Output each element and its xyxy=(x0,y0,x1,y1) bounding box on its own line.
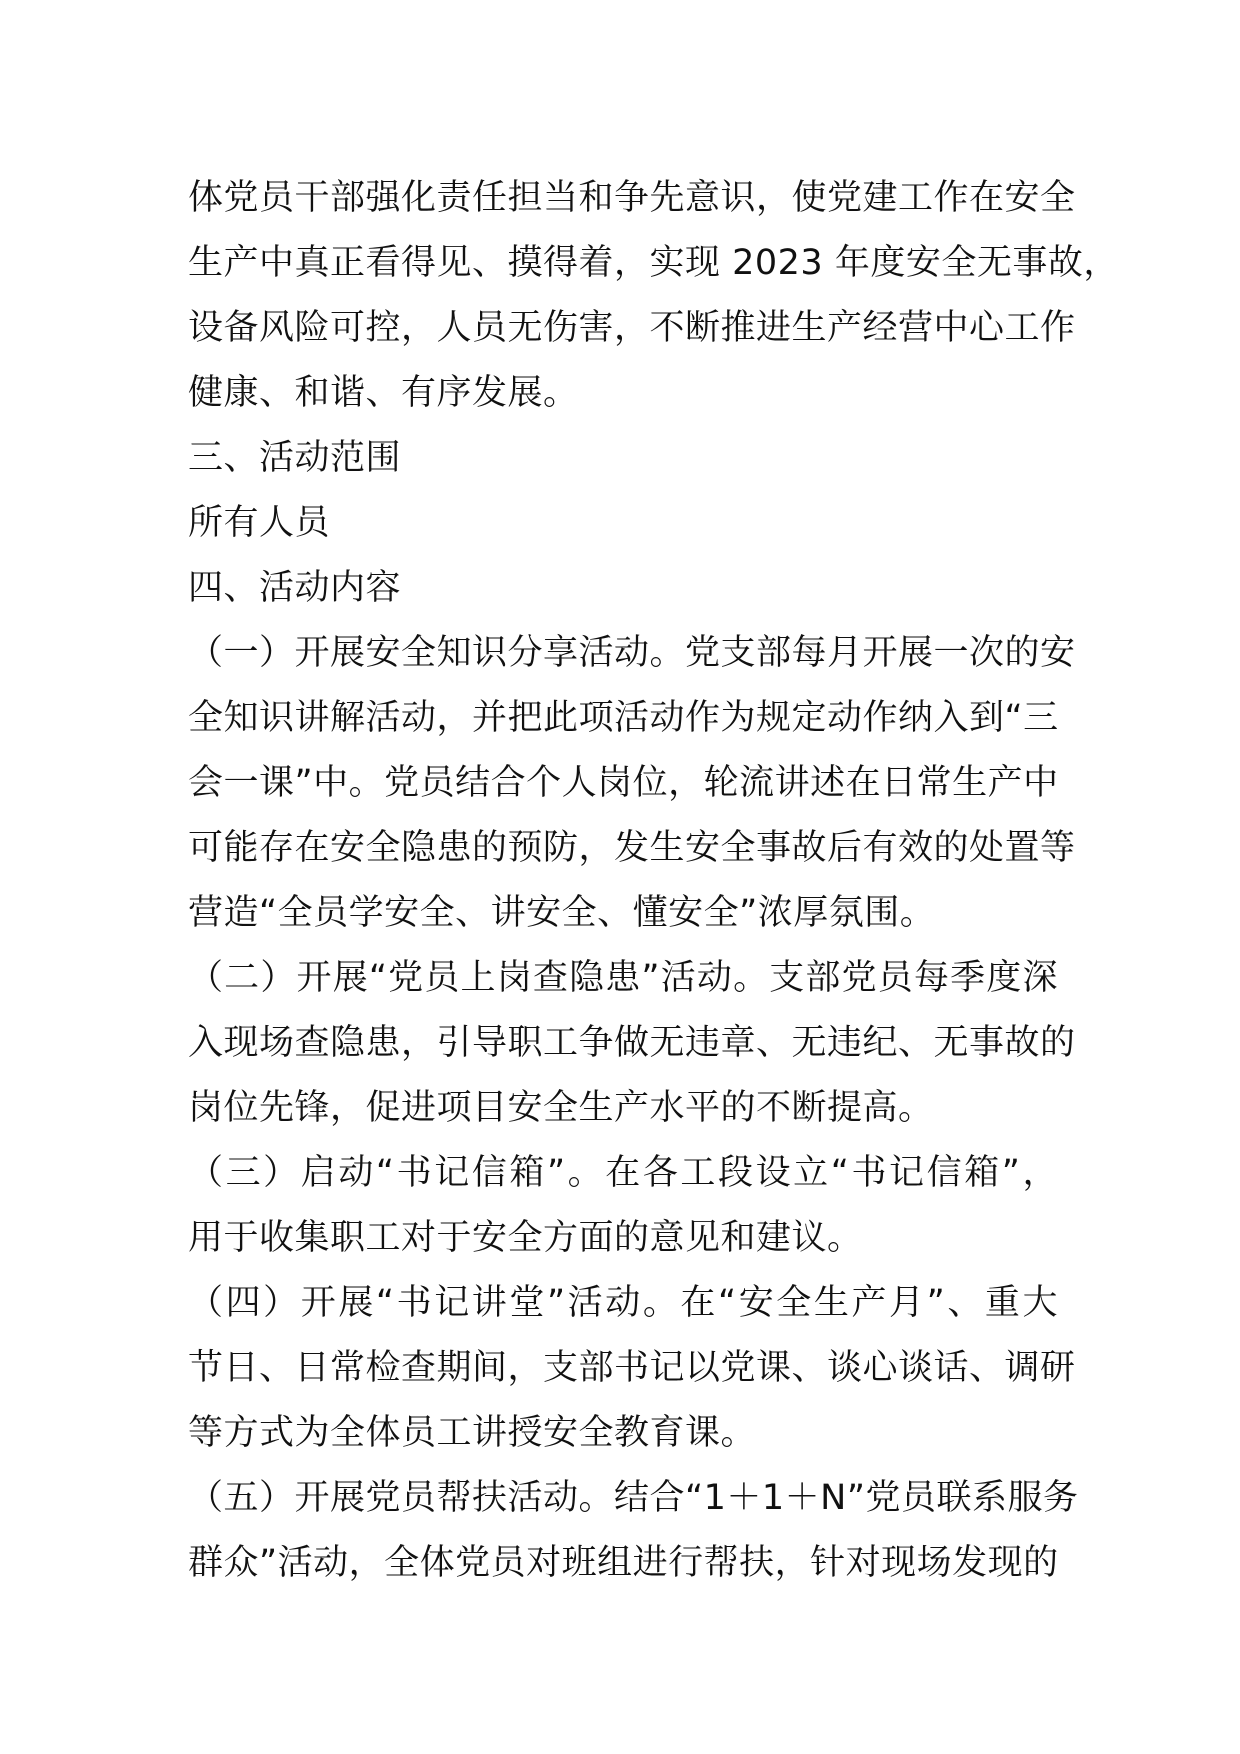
text-line: 等方式为全体员工讲授安全教育课。 xyxy=(188,1413,757,1453)
text-line: 所有人员 xyxy=(188,503,331,543)
section-heading: 三、活动范围 xyxy=(188,438,402,478)
text-line: 生产中真正看得见、摸得着，实现 2023 年度安全无事故， xyxy=(188,243,1119,283)
text-line: 节日、日常检查期间，支部书记以党课、谈心谈话、调研 xyxy=(188,1348,1076,1388)
text-line: 会一课”中。党员结合个人岗位，轮流讲述在日常生产中 xyxy=(188,763,1059,803)
text-line: 岗位先锋，促进项目安全生产水平的不断提高。 xyxy=(188,1088,934,1128)
text-line: 全知识讲解活动，并把此项活动作为规定动作纳入到“三 xyxy=(188,698,1059,738)
text-line: （四）开展“书记讲堂”活动。在“安全生产月”、重大 xyxy=(188,1283,1058,1323)
text-line: 可能存在安全隐患的预防，发生安全事故后有效的处置等 xyxy=(188,828,1076,868)
text-line: （三）启动“书记信箱”。在各工段设立“书记信箱”， xyxy=(188,1153,1058,1193)
text-line: 营造“全员学安全、讲安全、懂安全”浓厚氛围。 xyxy=(188,893,936,933)
text-line: （五）开展党员帮扶活动。结合“1＋1＋N”党员联系服务 xyxy=(188,1478,1079,1518)
text-line: 用于收集职工对于安全方面的意见和建议。 xyxy=(188,1218,863,1258)
text-line: （二）开展“党员上岗查隐患”活动。支部党员每季度深 xyxy=(188,958,1058,998)
section-heading: 四、活动内容 xyxy=(188,568,402,608)
text-line: 入现场查隐患，引导职工争做无违章、无违纪、无事故的 xyxy=(188,1023,1076,1063)
text-line: 设备风险可控，人员无伤害，不断推进生产经营中心工作 xyxy=(188,308,1076,348)
text-line: 健康、和谐、有序发展。 xyxy=(188,373,579,413)
document-body xyxy=(188,166,1119,1596)
text-line: 群众”活动，全体党员对班组进行帮扶，针对现场发现的 xyxy=(188,1543,1059,1583)
text-line: （一）开展安全知识分享活动。党支部每月开展一次的安 xyxy=(188,633,1076,673)
text-line: 体党员干部强化责任担当和争先意识，使党建工作在安全 xyxy=(188,178,1076,218)
